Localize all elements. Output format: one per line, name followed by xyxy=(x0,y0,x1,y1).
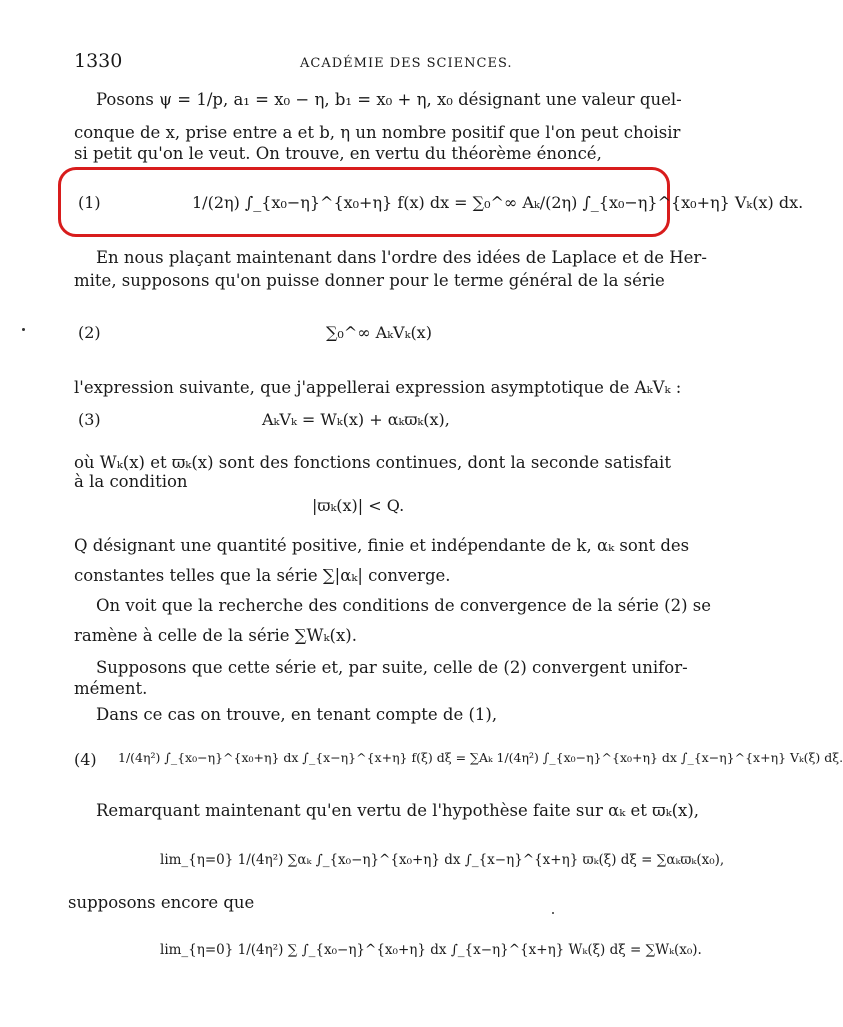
paragraph-5-line-1: Q désignant une quantité positive, finie et indépendante de k, αₖ sont des xyxy=(74,536,690,555)
equation-1: 1/(2η) ∫_{x₀−η}^{x₀+η} f(x) dx = ∑₀^∞ Aₖ/(2η) ∫_{x₀−η}^{x₀+η} Vₖ(x) dx. xyxy=(192,193,804,212)
equation-3-number: (3) xyxy=(78,410,101,429)
equation-2-number: (2) xyxy=(78,323,101,342)
page-number: 1330 xyxy=(74,50,123,72)
paragraph-1-line-3: si petit qu'on le veut. On trouve, en vertu du théorème énoncé, xyxy=(74,144,602,163)
equation-5: lim_{η=0} 1/(4η²) ∑αₖ ∫_{x₀−η}^{x₀+η} dx ∫_{x−η}^{x+η} ϖₖ(ξ) dξ = ∑αₖϖₖ(x₀), xyxy=(160,852,725,868)
paragraph-10: supposons encore que xyxy=(68,893,255,912)
paragraph-4-line-2: à la condition xyxy=(74,472,188,491)
equation-2: ∑₀^∞ AₖVₖ(x) xyxy=(326,323,432,342)
paragraph-6-line-2: ramène à celle de la série ∑Wₖ(x). xyxy=(74,626,357,645)
equation-4-number: (4) xyxy=(74,750,97,769)
equation-6: lim_{η=0} 1/(4η²) ∑ ∫_{x₀−η}^{x₀+η} dx ∫_{x−η}^{x+η} Wₖ(ξ) dξ = ∑Wₖ(x₀). xyxy=(160,942,702,958)
paragraph-2-line-1: En nous plaçant maintenant dans l'ordre des idées de Laplace et de Her- xyxy=(96,248,707,267)
paragraph-1-line-2: conque de x, prise entre a et b, η un nombre positif que l'on peut choisir xyxy=(74,123,681,142)
paragraph-4-line-1: où Wₖ(x) et ϖₖ(x) sont des fonctions continues, dont la seconde satisfait xyxy=(74,453,671,472)
journal-header: ACADÉMIE DES SCIENCES. xyxy=(300,56,513,71)
condition-inequality: |ϖₖ(x)| < Q. xyxy=(312,496,405,515)
paragraph-8: Dans ce cas on trouve, en tenant compte de (1), xyxy=(96,705,498,724)
paragraph-1-line-1: Posons ψ = 1/p, a₁ = x₀ − η, b₁ = x₀ + η, x₀ désignant une valeur quel- xyxy=(96,90,682,109)
equation-3: AₖVₖ = Wₖ(x) + αₖϖₖ(x), xyxy=(262,410,450,429)
stray-mark xyxy=(552,912,554,914)
paragraph-7-line-1: Supposons que cette série et, par suite, celle de (2) convergent unifor- xyxy=(96,658,688,677)
equation-1-number: (1) xyxy=(78,193,101,212)
paragraph-5-line-2: constantes telles que la série ∑|αₖ| converge. xyxy=(74,566,451,585)
paragraph-3: l'expression suivante, que j'appellerai expression asymptotique de AₖVₖ : xyxy=(74,378,682,397)
paragraph-2-line-2: mite, supposons qu'on puisse donner pour le terme général de la série xyxy=(74,271,665,290)
paragraph-7-line-2: mément. xyxy=(74,679,148,698)
paragraph-9: Remarquant maintenant qu'en vertu de l'hypothèse faite sur αₖ et ϖₖ(x), xyxy=(96,801,700,820)
equation-4: 1/(4η²) ∫_{x₀−η}^{x₀+η} dx ∫_{x−η}^{x+η} f(ξ) dξ = ∑Aₖ 1/(4η²) ∫_{x₀−η}^{x₀+η} dx ∫_{x−η}^{x+η} Vₖ(ξ) dξ. xyxy=(118,750,843,765)
paragraph-6-line-1: On voit que la recherche des conditions de convergence de la série (2) se xyxy=(96,596,712,615)
stray-mark xyxy=(22,328,25,331)
